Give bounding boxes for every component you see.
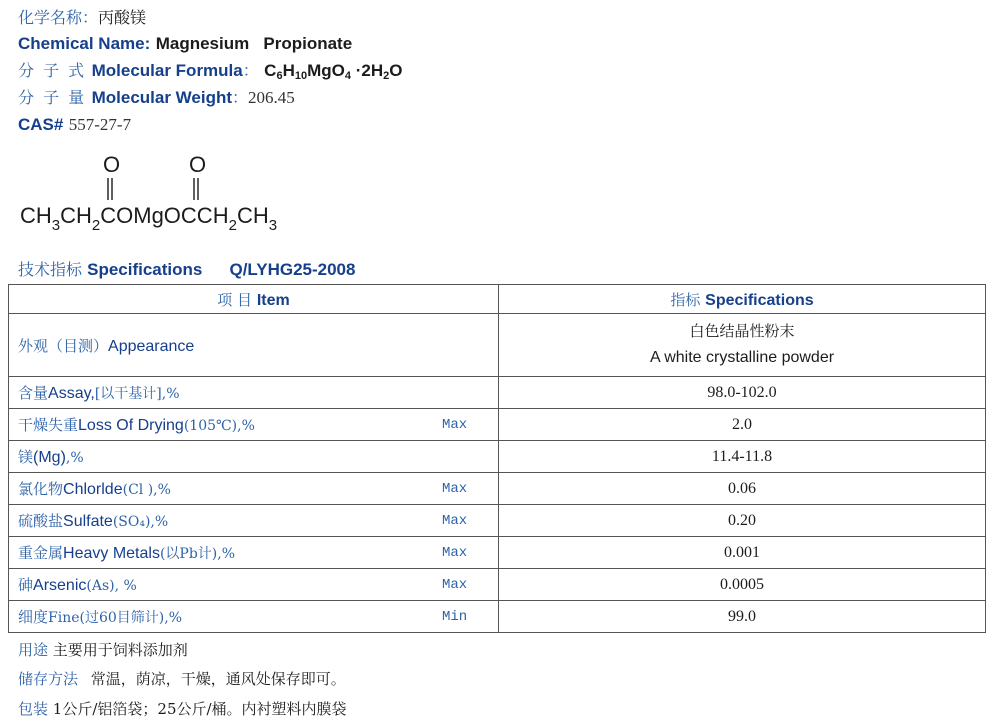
spec-item-en: Loss Of Drying — [78, 417, 184, 434]
spec-item-en: Arsenic — [33, 577, 87, 594]
use-label: 用途 — [18, 641, 49, 659]
spec-limit: Max — [442, 512, 468, 529]
cas-line — [18, 114, 131, 136]
spec-value: 99.0 — [499, 601, 986, 633]
formula-colon: ： — [242, 61, 259, 80]
storage-label: 储存方法 — [18, 670, 79, 688]
specifications-heading — [18, 257, 355, 280]
spec-item — [9, 377, 499, 409]
spec-value: 0.0005 — [499, 569, 986, 601]
spec-limit: Max — [442, 576, 468, 593]
spec-item-suffix: (105℃),% — [183, 418, 255, 434]
spec-item — [9, 441, 499, 473]
spec-item-suffix: (As), % — [86, 578, 137, 594]
spec-item-suffix: Fine(过60目筛计),% — [48, 610, 182, 626]
spec-limit: Max — [442, 544, 468, 561]
chemical-name-line — [18, 33, 352, 55]
carbonyl-oxygen-left: O — [103, 152, 121, 177]
spec-value: 0.06 — [499, 473, 986, 505]
spec-item-en: Chlorlde — [63, 481, 123, 498]
spec-item-cn: 含量 — [18, 384, 49, 402]
spec-item-cn: 干燥失重 — [18, 416, 79, 434]
spec-standard: Q/LYHG25-2008 — [229, 260, 356, 279]
spec-item — [9, 505, 499, 537]
spec-value: 2.0 — [499, 409, 986, 441]
table-row — [9, 441, 986, 473]
package-value: 1公斤/铝箔袋；25公斤/桶。内衬塑料内膜袋 — [52, 700, 347, 718]
chemical-name-label: Chemical Name — [18, 34, 145, 53]
spec-title-cn: 技术指标 — [18, 260, 83, 279]
structure-main-chain: $CH_3CH_2COMgOCCH_2CH_3$ — [20, 203, 278, 234]
spec-item-cn: 重金属 — [18, 544, 64, 562]
spec-item-suffix: (以Pb计),% — [159, 546, 235, 562]
spec-item-suffix: [以干基计],% — [94, 386, 180, 402]
spec-item — [9, 569, 499, 601]
table-row — [9, 505, 986, 537]
spec-item-suffix: (SO₄),% — [112, 514, 169, 530]
table-row — [9, 377, 986, 409]
cas-value: 557-27-7 — [68, 115, 132, 134]
molecular-formula-value: $C_6H_{10}MgO_4 \cdot 2H_2O$ — [264, 61, 403, 82]
cas-label: CAS# — [18, 115, 64, 134]
spec-limit: Max — [442, 480, 468, 497]
spec-item-cn: 细度 — [18, 608, 49, 626]
spec-item — [9, 409, 499, 441]
carbonyl-oxygen-right: O — [189, 152, 207, 177]
spec-item — [9, 601, 499, 633]
spec-item-en: Heavy Metals — [63, 545, 160, 562]
spec-item-cn: 砷 — [18, 576, 34, 594]
weight-colon: ： — [232, 88, 249, 107]
package-line — [18, 698, 347, 719]
spec-value: 98.0-102.0 — [499, 377, 986, 409]
spec-item-suffix: ,% — [65, 450, 84, 466]
specifications-header: 指标 Specifications — [499, 285, 986, 314]
appearance-value: 白色结晶性粉末 A white crystalline powder — [499, 314, 986, 377]
chinese-name-line — [18, 7, 146, 29]
table-row-appearance — [9, 314, 986, 377]
weight-label-en: Molecular Weight — [91, 88, 233, 107]
table-row — [9, 409, 986, 441]
specifications-table — [8, 284, 986, 633]
table-header-row — [9, 285, 986, 314]
spec-title-en: Specifications — [87, 260, 203, 279]
spec-value: 0.20 — [499, 505, 986, 537]
spec-value: 11.4-11.8 — [499, 441, 986, 473]
storage-line — [18, 668, 346, 689]
table-row — [9, 601, 986, 633]
structural-formula — [14, 148, 314, 248]
spec-item-suffix: (Cl ),% — [122, 482, 171, 498]
use-value: 主要用于饲料添加剂 — [52, 641, 188, 659]
spec-value: 0.001 — [499, 537, 986, 569]
spec-limit: Min — [442, 608, 468, 625]
package-label: 包装 — [18, 700, 49, 718]
molecular-weight-line — [18, 87, 295, 109]
table-row — [9, 537, 986, 569]
formula-label-en: Molecular Formula — [91, 61, 243, 80]
chemical-name-colon: : — [144, 34, 151, 53]
spec-item-cn: 硫酸盐 — [18, 512, 64, 530]
storage-value: 常温，荫凉，干燥，通风处保存即可。 — [90, 670, 346, 688]
spec-item-en: (Mg) — [33, 449, 66, 466]
table-row — [9, 473, 986, 505]
spec-item-en: Assay, — [48, 385, 95, 402]
spec-item-cn: 氯化物 — [18, 480, 64, 498]
formula-label-cn: 分 子 式 — [18, 61, 87, 80]
use-line — [18, 639, 188, 660]
spec-item-cn: 镁 — [18, 448, 34, 466]
appearance-item: 外观（目测）Appearance — [9, 314, 499, 377]
spec-item — [9, 537, 499, 569]
spec-limit: Max — [442, 416, 468, 433]
chinese-name-label: 化学名称： — [18, 8, 99, 27]
item-header: 项 目 Item — [9, 285, 499, 314]
weight-label-cn: 分 子 量 — [18, 88, 87, 107]
table-row — [9, 569, 986, 601]
chemical-name-value: Magnesium Propionate — [155, 34, 353, 53]
molecular-formula-line — [18, 60, 402, 87]
spec-item-en: Sulfate — [63, 513, 113, 530]
molecular-weight-value: 206.45 — [248, 88, 295, 107]
chinese-name-value: 丙酸镁 — [98, 8, 147, 27]
spec-item — [9, 473, 499, 505]
